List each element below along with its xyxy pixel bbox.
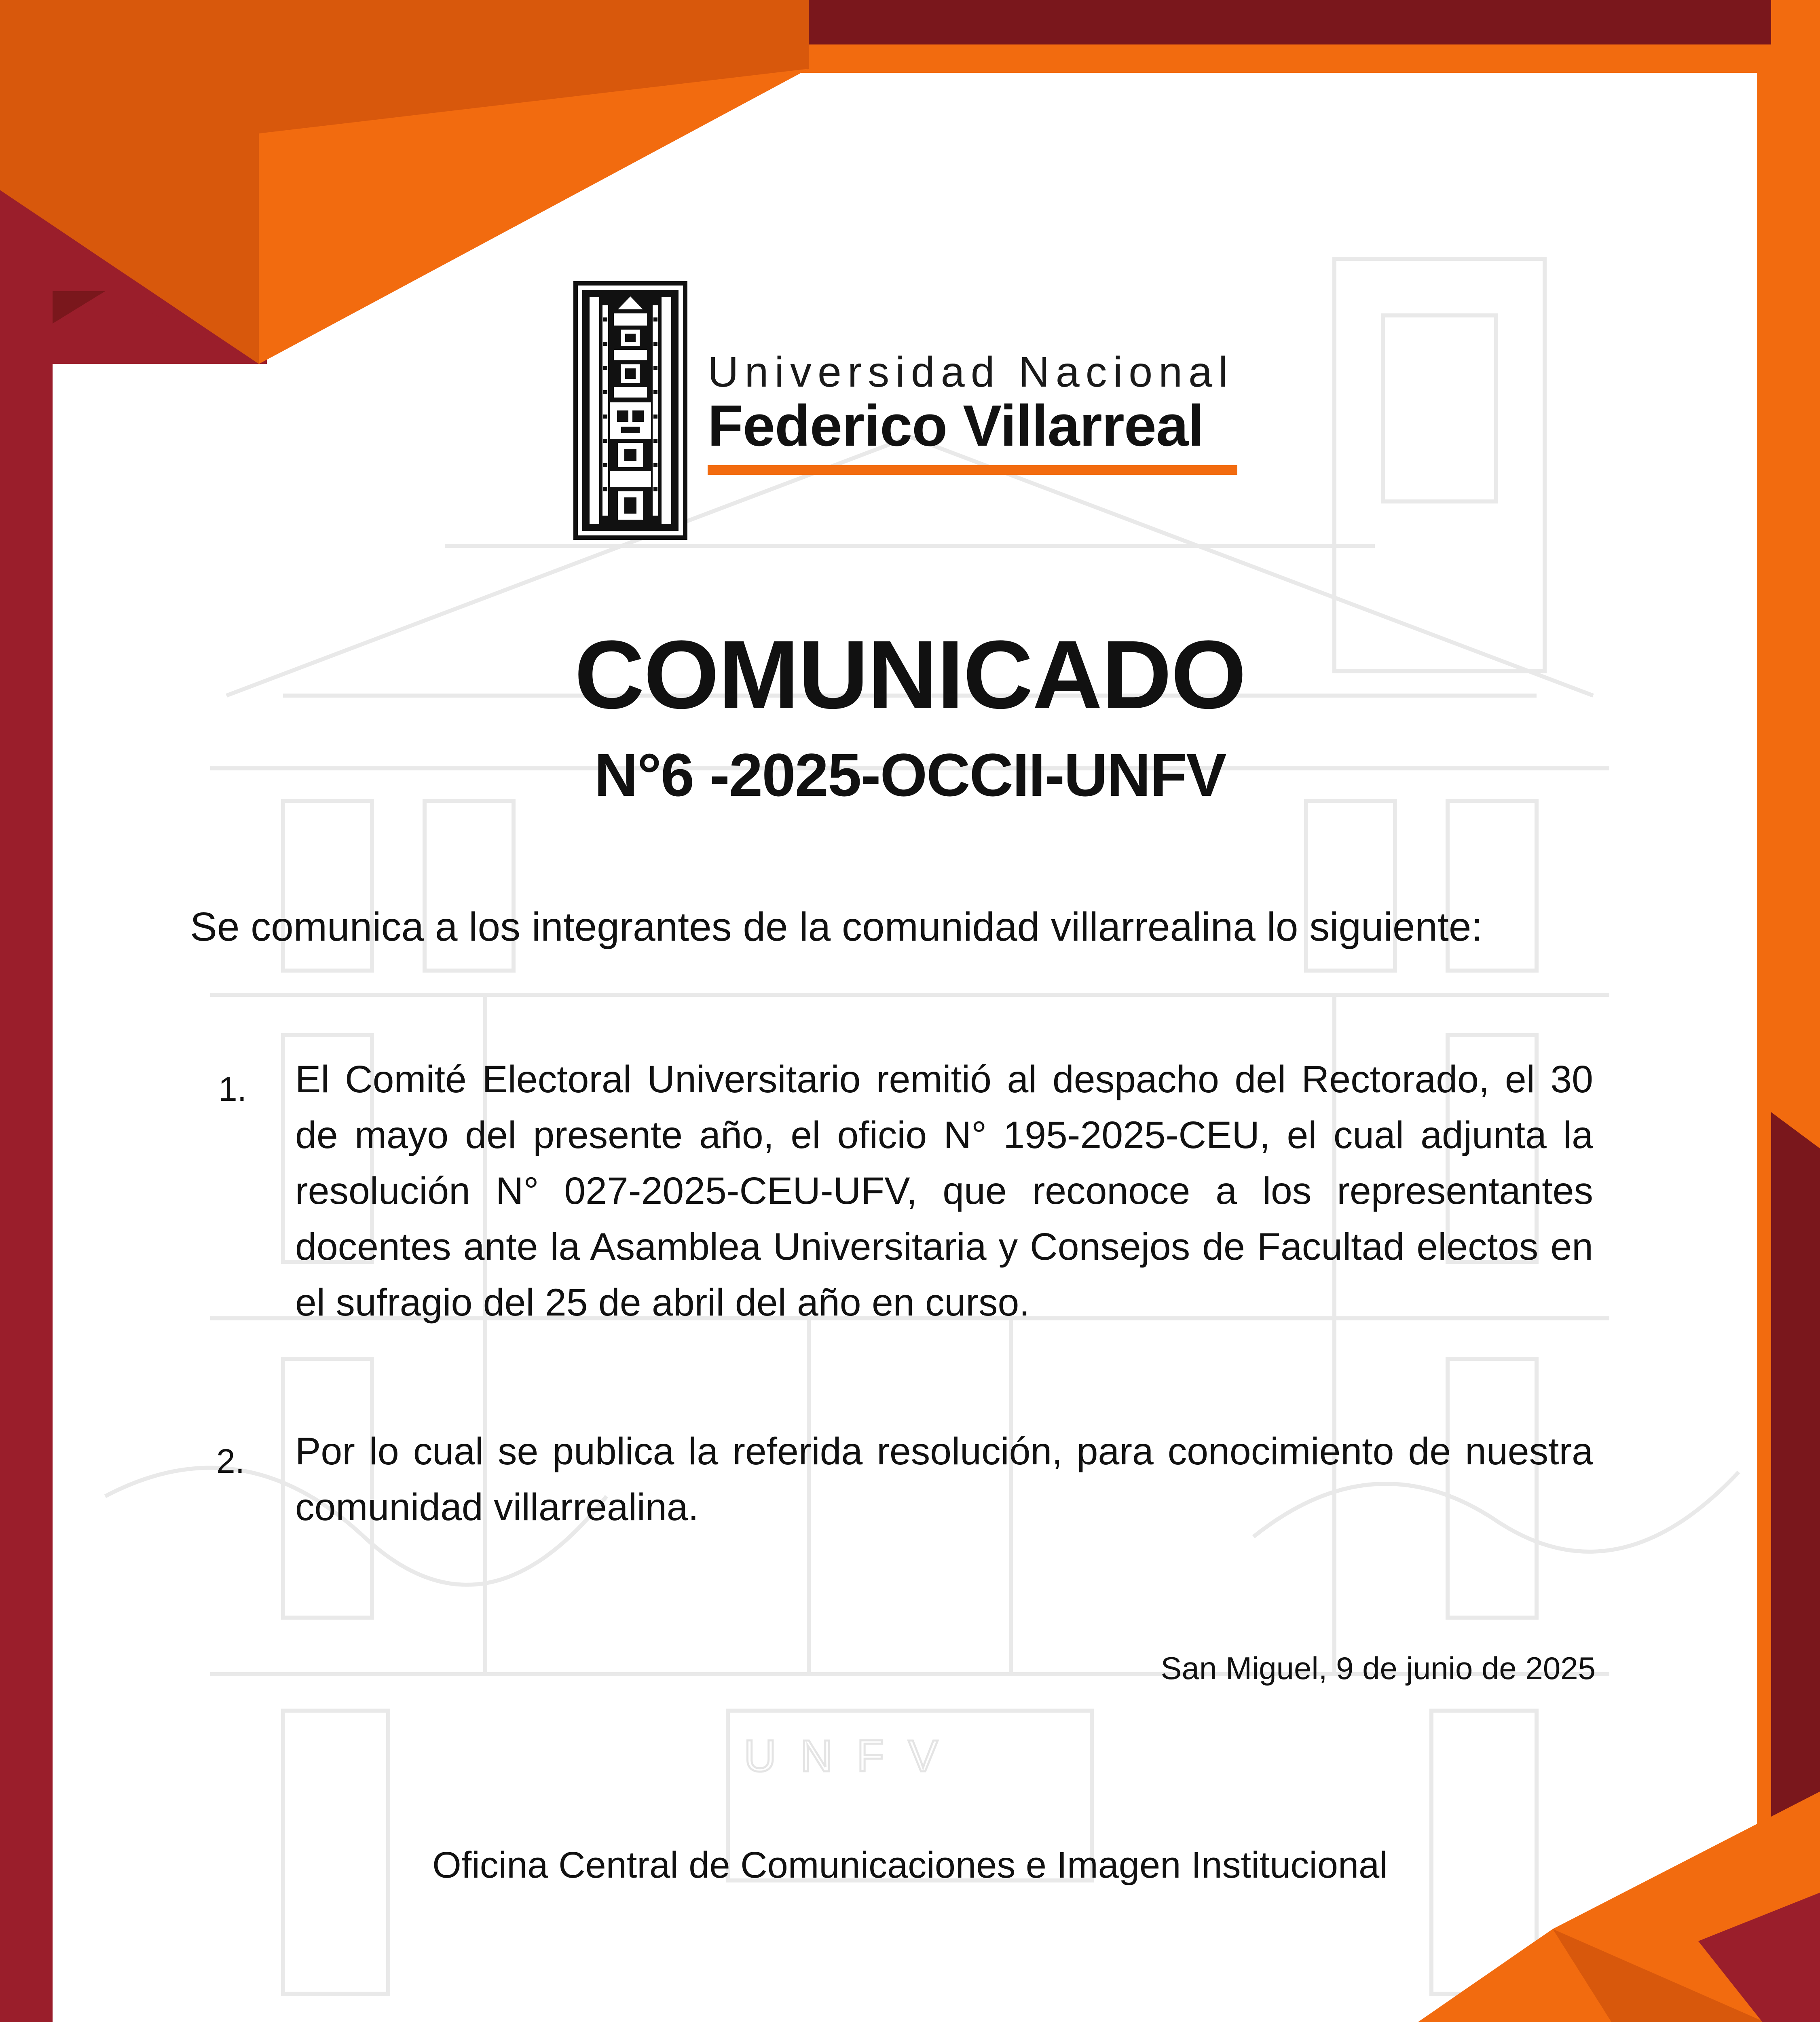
place-and-date: San Miguel, 9 de junio de 2025: [1160, 1650, 1596, 1686]
andean-totem-emblem-icon: [573, 281, 687, 540]
item-1-marker: 1.: [218, 1070, 247, 1108]
issuing-office: Oficina Central de Comunicaciones e Imagen Institucional: [432, 1844, 1388, 1886]
intro-sentence: Se comunica a los integrantes de la comunidad villarrealina lo siguiente:: [190, 904, 1483, 950]
university-name-line1: Universidad Nacional: [708, 348, 1234, 396]
top-maroon-band: [780, 0, 1820, 44]
item-2-marker: 2.: [216, 1442, 245, 1480]
university-name-line2: Federico Villarreal: [708, 393, 1204, 458]
left-crimson-band: [0, 291, 53, 2022]
bottom-right-orange-wedge: [1051, 1791, 1820, 2022]
document-title: COMUNICADO: [574, 620, 1246, 729]
item-1-text: El Comité Electoral Universitario remitió al despacho del Rectorado, el 30 de mayo del presente año, el oficio N° 195-2025-CEU, el cual adjunta la resolución N° 027-2025-CEU-UFV, que reconoce a los representantes docentes ante la Asamblea Universitaria y Consejos de Facultad electos en el sufragio del 25 de abril del año en curso.: [295, 1058, 1593, 1324]
document-number: N°6 -2025-OCCII-UNFV: [594, 741, 1226, 809]
top-orange-strip: [780, 44, 1820, 73]
logo-underline: [708, 465, 1237, 475]
watermark-text: UNFV: [744, 1731, 962, 1781]
item-2-text: Por lo cual se publica la referida resolución, para conocimiento de nuestra comunidad villarrealina.: [295, 1430, 1593, 1529]
